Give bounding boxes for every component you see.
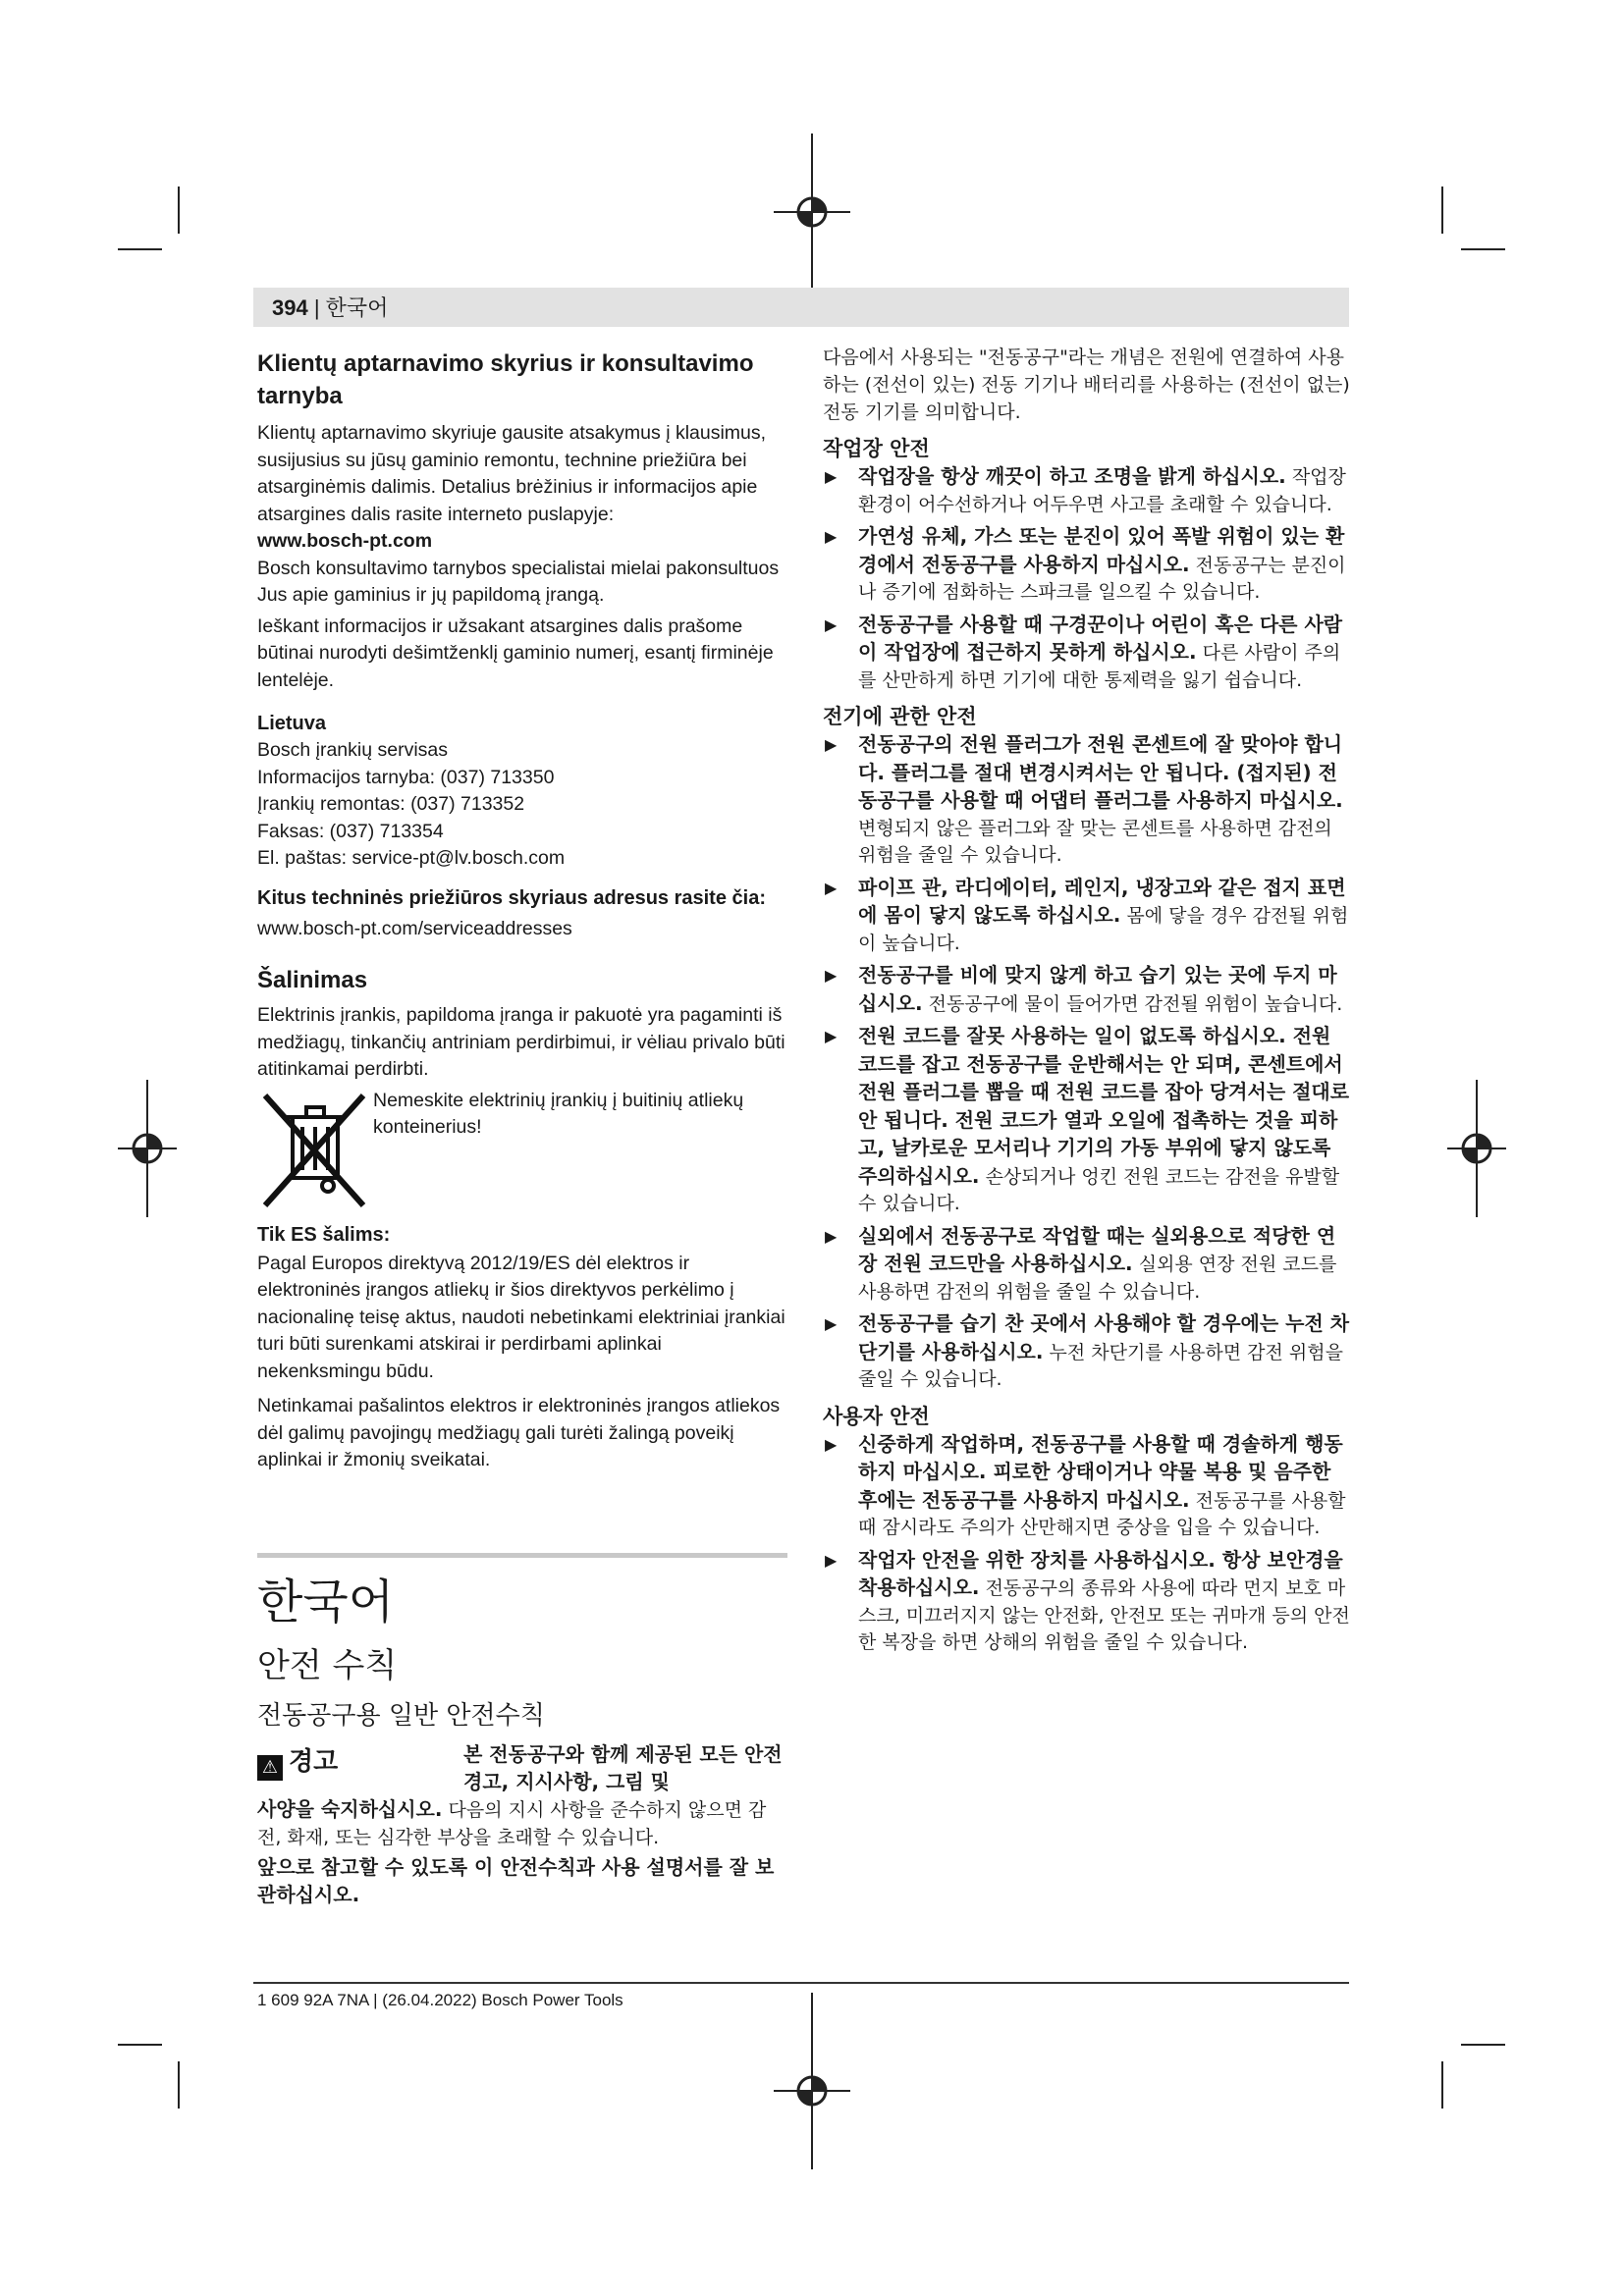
disposal-heading: Šalinimas [257,967,368,993]
eu-paragraph: Pagal Europos direktyvą 2012/19/ES dėl elektros ir elektroninės įrangos atliekų ir šios direktyvos perkėlimo į nacionalinę teisę aktus, naudoti nebetinkami elektriniai įrankiai turi būti surenkami atskirai ir perdirbami aplinkai nekenksmingu būdu. [257,1252,785,1382]
warning-text: 본 전동공구와 함께 제공된 모든 안전경고, 지시사항, 그림 및 [463,1741,783,1793]
list-item: ▶ 실외에서 전동공구로 작업할 때는 실외용으로 적당한 연장 전원 코드만을 사용하십시오. 실외용 연장 전원 코드를 사용하면 감전의 위험을 줄일 수 있습니다. [825,1223,1337,1303]
list-item: ▶ 작업장을 항상 깨끗이 하고 조명을 밝게 하십시오. 작업장 환경이 어수선하거나 어두우면 사고를 초래할 수 있습니다. [825,464,1346,515]
section-title: 전기에 관한 안전 [823,705,977,728]
warning-continued [257,1795,787,1851]
crop-mark [1441,187,1443,234]
country-heading: Lietuva [257,713,327,734]
section-title: 사용자 안전 [823,1404,930,1428]
address-line: Informacijos tarnyba: (037) 713350 [257,766,555,788]
eu-heading: Tik ES šalims: [257,1223,391,1246]
bin-instruction: Nemeskite elektrinių įrankių į buitinių atliekų konteinerius! [373,1089,744,1138]
eu-paragraph: Netinkamai pašalintos elektros ir elektroninės įrangos atliekos dėl galimų pavojingų medžiagų gali turėti žalingą poveikį aplinkai ir žmonių sveikatai. [257,1395,781,1470]
service-paragraph: Ieškant informacijos ir užsakant atsargines dalis prašome būtinai nurodyti dešimtženklį gaminio numerį, esantį firminėje lentelėje. [257,614,774,691]
section-divider [257,1553,787,1558]
bullet-icon: ▶ [825,1314,838,1333]
bullet-icon: ▶ [825,527,838,546]
bullet-icon: ▶ [825,1434,838,1454]
list-item: ▶ 가연성 유체, 가스 또는 분진이 있어 폭발 위험이 있는 환경에서 전동공구를 사용하지 마십시오. 전동공구는 분진이나 증기에 점화하는 스파크를 일으킬 수 있습니다. [825,524,1346,603]
service-heading: Klientų aptarnavimo skyrius ir konsultavimo tarnyba [257,350,754,409]
address-line: Įrankių remontas: (037) 713352 [257,793,525,815]
other-addresses-url[interactable]: www.bosch-pt.com/serviceaddresses [257,917,572,939]
bullet-icon: ▶ [825,966,838,985]
safety-title: 안전 수칙 [257,1645,398,1685]
registration-mark-icon [1447,1080,1506,1217]
header-separator: | [307,295,326,320]
keep-instructions: 앞으로 참고할 수 있도록 이 안전수칙과 사용 설명서를 잘 보관하십시오. [257,1854,775,1906]
warning-detail: 다음의 지시 사항을 준수하지 않으면 감전, 화재, 또는 심각한 부상을 초래할 수 있습니다. [257,1798,767,1848]
crossed-out-bin-icon [257,1088,370,1213]
service-paragraph: Klientų aptarnavimo skyriuje gausite atsakymus į klausimus, susijusius su jūsų gaminio remontu, technine priežiūra bei atsarginėmis dalimis. Detalius brėžinius ir informacijos apie atsargines dalis rasite interneto puslapyje: [257,422,767,525]
bullet-icon: ▶ [825,1550,838,1570]
bullet-icon: ▶ [825,614,838,634]
page-number: 394 [272,295,308,320]
warning-bold: 사양을 숙지하십시오. [257,1796,443,1821]
list-item: ▶ 전원 코드를 잘못 사용하는 일이 없도록 하십시오. 전원 코드를 잡고 전동공구를 운반해서는 안 되며, 콘센트에서 전원 플러그를 뽑을 때 전원 코드를 잡아 당겨서는 절대로 안 됩니다. 전원 코드가 열과 오일에 접촉하는 것을 피하고, 날카로운 모서리나 기기의 가동 부위에 닿지 않도록 주의하십시오. 손상되거나 엉킨 전원 코드는 감전을 유발할 수 있습니다. [825,1024,1350,1214]
bullet-icon: ▶ [825,1027,838,1045]
registration-mark-icon [118,1080,177,1217]
service-paragraph: Bosch konsultavimo tarnybos specialistai mielai pakonsultuos Jus apie gaminius ir jų papildomą įrangą. [257,557,780,606]
bullet-icon: ▶ [825,735,838,754]
registration-mark-icon [774,1993,850,2169]
page-header-bar [253,288,1349,327]
page-header [272,294,388,322]
bullet-icon: ▶ [825,1226,838,1246]
warning-block [257,1740,787,1795]
footer-rule [253,1982,1349,1984]
warning-triangle-icon: ⚠ [257,1755,283,1781]
crop-mark [118,248,162,250]
crop-mark [178,2061,180,2109]
service-url[interactable]: www.bosch-pt.com [257,530,433,552]
list-item: ▶ 전동공구의 전원 플러그가 전원 콘센트에 잘 맞아야 합니다. 플러그를 절대 변경시켜서는 안 됩니다. (접지된) 전동공구를 사용할 때 어댑터 플러그를 사용하지 마십시오. 변형되지 않은 플러그와 잘 맞는 콘센트를 사용하면 감전의 위험을 줄일 수 있습니다. [825,732,1343,866]
bullet-icon: ▶ [825,467,838,486]
footer-text: 1 609 92A 7NA | (26.04.2022) Bosch Power Tools [257,1991,623,2009]
address-line: Bosch įrankių servisas [257,739,448,761]
intro-paragraph: 다음에서 사용되는 "전동공구"라는 개념은 전원에 연결하여 사용하는 (전선이 있는) 전동 기기나 배터리를 사용하는 (전선이 없는) 전동 기기를 의미합니다. [823,347,1350,423]
disposal-paragraph: Elektrinis įrankis, papildoma įranga ir pakuotė yra pagaminti iš medžiagų, tinkančių antriniam perdirbimui, ir vėliau privalo būti atitinkamai perdirbti. [257,1004,785,1080]
list-item: ▶ 전동공구를 사용할 때 구경꾼이나 어린이 혹은 다른 사람이 작업장에 접근하지 못하게 하십시오. 다른 사람이 주의를 산만하게 하면 기기에 대한 통제력을 잃기 쉽습니다. [825,612,1343,691]
crop-mark [118,2044,162,2046]
list-item: ▶ 전동공구를 비에 맞지 않게 하고 습기 있는 곳에 두지 마십시오. 전동공구에 물이 들어가면 감전될 위험이 높습니다. [825,963,1343,1015]
right-column [823,344,1353,1662]
weee-row [257,1088,787,1215]
list-item: ▶ 전동공구를 습기 찬 곳에서 사용해야 할 경우에는 누전 차단기를 사용하십시오. 누전 차단기를 사용하면 감전 위험을 줄일 수 있습니다. [825,1311,1350,1390]
crop-mark [1441,2061,1443,2109]
crop-mark [178,187,180,234]
list-item: ▶ 신중하게 작업하며, 전동공구를 사용할 때 경솔하게 행동하지 마십시오. 피로한 상태이거나 약물 복용 및 음주한 후에는 전동공구를 사용하지 마십시오. 전동공구를 사용할 때 잠시라도 주의가 산만해지면 중상을 입을 수 있습니다. [825,1431,1346,1538]
other-addresses-label: Kitus techninės priežiūros skyriaus adresus rasite čia: [257,886,766,909]
warning-label [257,1746,338,1781]
list-item: ▶ 작업자 안전을 위한 장치를 사용하십시오. 항상 보안경을 착용하십시오. 전동공구의 종류와 사용에 따라 먼지 보호 마스크, 미끄러지지 않는 안전화, 안전모 또는 귀마개 등의 안전한 복장을 하면 상해의 위험을 줄일 수 있습니다. [825,1547,1350,1653]
section-title: 작업장 안전 [823,437,930,460]
bullet-icon: ▶ [825,878,838,897]
left-column [257,344,787,1908]
korean-language-title: 한국어 [257,1574,395,1629]
list-item: ▶ 파이프 관, 라디에이터, 레인지, 냉장고와 같은 접지 표면에 몸이 닿지 않도록 하십시오. 몸에 닿을 경우 감전될 위험이 높습니다. [825,875,1349,954]
address-line: Faksas: (037) 713354 [257,820,444,842]
crop-mark [1461,248,1505,250]
warning-label-text: 경고 [289,1746,339,1777]
registration-mark-icon [774,133,850,310]
general-safety-title: 전동공구용 일반 안전수칙 [257,1700,545,1731]
crop-mark [1461,2044,1505,2046]
address-line: El. paštas: service-pt@lv.bosch.com [257,847,566,869]
address-block [257,737,787,873]
header-language: 한국어 [325,295,389,320]
